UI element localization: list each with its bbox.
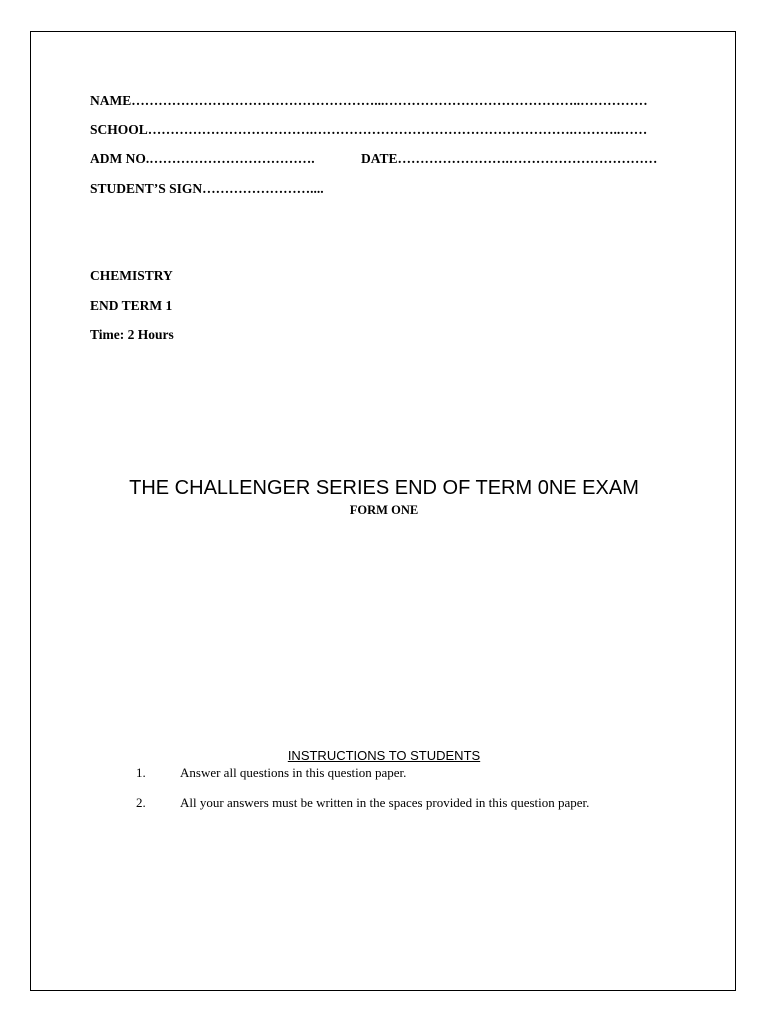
subject-name: CHEMISTRY	[90, 268, 173, 283]
adm-no-field: ADM NO.……………………………….	[90, 151, 315, 166]
instruction-item	[136, 795, 589, 811]
exam-form: FORM ONE	[349, 503, 419, 517]
exam-term: END TERM 1	[90, 298, 173, 313]
instruction-item	[136, 765, 406, 781]
instruction-number: 2.	[136, 795, 146, 810]
student-sign-field: STUDENT’S SIGN……………………....	[90, 181, 324, 196]
instruction-text: Answer all questions in this question paper.	[180, 765, 407, 780]
date-field: DATE…………………….……………………………	[361, 151, 658, 166]
instruction-number: 1.	[136, 765, 146, 780]
instructions-heading: INSTRUCTIONS TO STUDENTS	[287, 748, 481, 763]
exam-title: THE CHALLENGER SERIES END OF TERM 0NE EXAM	[129, 477, 639, 499]
school-field: SCHOOL……………………………….………………………………………………….………..……	[90, 122, 648, 137]
exam-duration: Time: 2 Hours	[90, 327, 174, 342]
name-field: NAME………………………………………………...……………………………………..……………	[90, 93, 648, 108]
instruction-text: All your answers must be written in the spaces provided in this question paper.	[180, 795, 590, 810]
